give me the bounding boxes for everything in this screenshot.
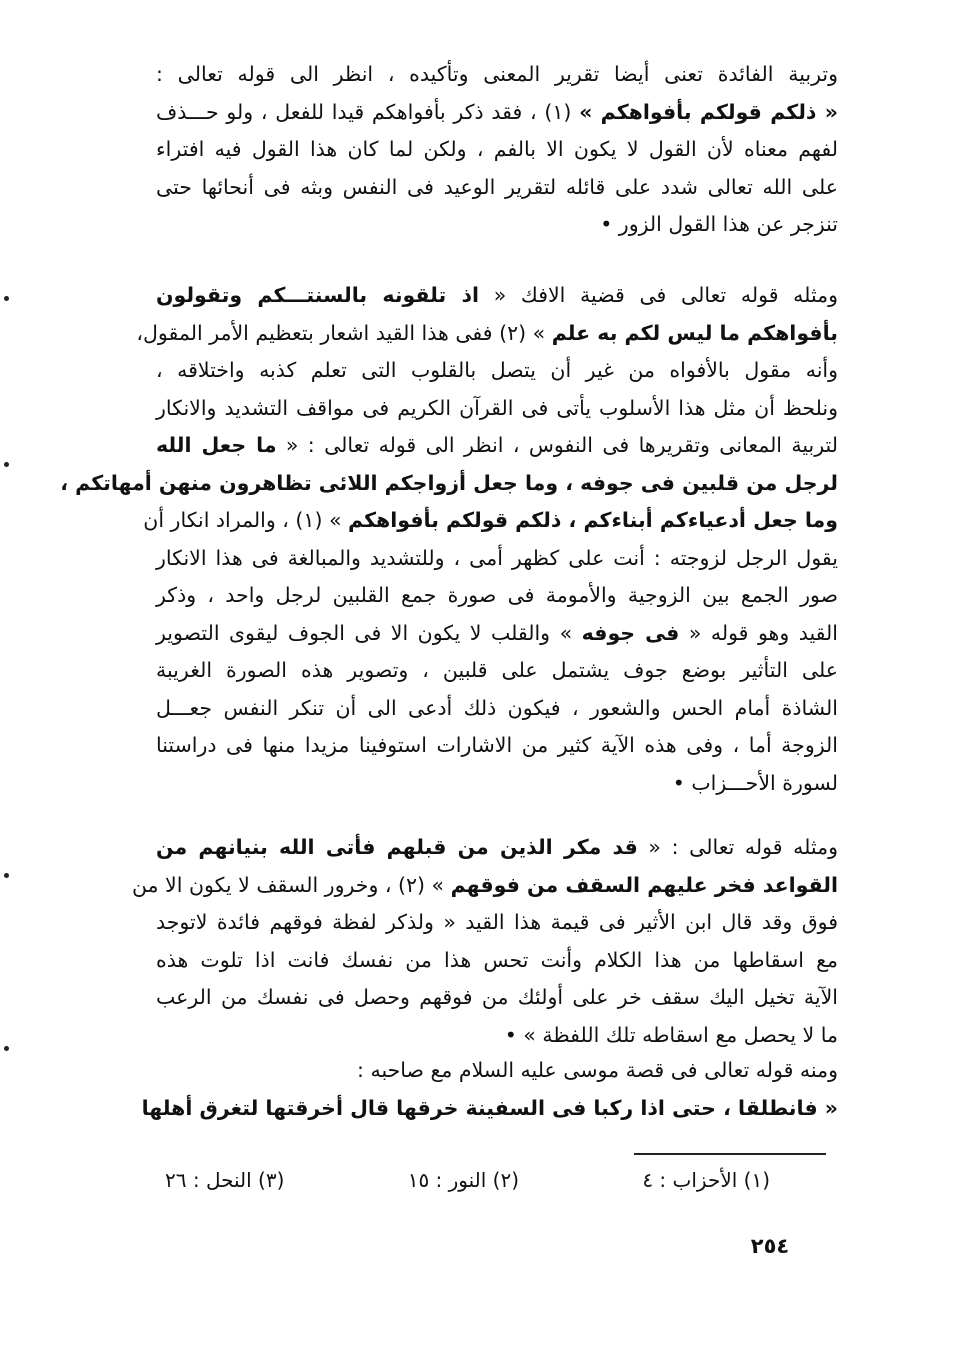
quran-quote: ما جعل الله <box>156 433 277 457</box>
text-line: على التأثير بوضع جوف يشتمل على قلبين ، وتصوير هذه الصورة الغريبة <box>156 658 838 682</box>
text-line: لتربية المعانى وتقريرها فى النفوس ، انظر الى قوله تعالى : « ما جعل الله <box>156 433 838 457</box>
text-line: ما لا يحصل مع اسقاطه تلك اللفظة » • <box>504 1022 838 1047</box>
text-line: ونلحظ أن مثل هذا الأسلوب يأتى فى القرآن الكريم فى مواقف التشديد والانكار <box>156 395 838 420</box>
margin-dot <box>4 296 9 301</box>
text-line: ومثله قوله تعالى فى قضية الافك « اذ تلقونه بالسنتـــكم وتقولون <box>156 283 839 307</box>
margin-dot <box>4 462 9 467</box>
text-line: صور الجمع بين الزوجية والأمومة فى صورة جمع القلبين لرجل واحد ، وذكر <box>156 583 838 607</box>
footnote-2: (٢) النور : ١٥ <box>407 1168 520 1192</box>
paragraph-3 <box>131 829 838 1054</box>
text-line: لسورة الأحـــزاب • <box>672 770 838 795</box>
footnote-3: (٣) النحل : ٢٦ <box>165 1168 285 1192</box>
text-line: وما جعل أدعياءكم أبناءكم ، ذلكم قولكم بأفواهكم » (١) ، والمراد انكار أن <box>143 508 838 532</box>
quran-quote: « ذلكم قولكم بأفواهكم » <box>579 99 838 124</box>
text-line: وأنه مقول بالأفواه من غير أن يتصل بالقلوب التى تعلم كذبه واختلاقه ، <box>156 358 838 382</box>
footnote-1: (١) الأحزاب : ٤ <box>642 1168 770 1192</box>
text-line <box>60 465 838 503</box>
paragraph-2 <box>60 277 839 802</box>
quran-quote: اذ تلقونه بالسنتـــكم وتقولون <box>156 283 480 307</box>
text-line: ومثله قوله تعالى : « قد مكر الذين من قبلهم فأتى الله بنيانهم من <box>156 835 838 859</box>
text-line: مع اسقاطها من هذا الكلام وأنت تحس هذا من نفسك فانت اذا تلوت هذه <box>156 947 838 972</box>
text-line: « ذلكم قولكم بأفواهكم » (١) ، فقد ذكر بأفواهكم قيدا للفعل ، ولو حـــذف <box>156 99 838 124</box>
text-line: الزوجة أما ، وفى هذه الآية كثير من الاشارات استوفينا مزيدا منها فى دراستنا <box>156 733 838 757</box>
text-line: الشاذة أمام الحس والشعور ، فيكون ذلك أدعى الى أن تنكر النفس جعـــل <box>156 695 838 720</box>
quran-quote: القواعد فخر عليهم السقف من فوقهم <box>450 872 838 897</box>
margin-dot <box>4 1046 9 1051</box>
paragraph-5 <box>141 1090 838 1128</box>
paragraph-1 <box>156 56 838 244</box>
quran-quote: بأفواهكم ما ليس لكم به علم <box>551 320 838 345</box>
footnotes <box>165 1163 770 1197</box>
text-line <box>141 1090 838 1128</box>
quran-quote: لرجل من قلبين فى جوفه ، وما جعل أزواجكم اللائى تظاهرون منهن أمهاتكم ، <box>60 470 838 495</box>
text-line: القيد وهو قوله « فى جوفه » والقلب لا يكون الا فى الجوف ليقوى التصوير <box>156 620 838 645</box>
text-line: ومنه قوله تعالى فى قصة موسى عليه السلام مع صاحبه : <box>357 1058 838 1082</box>
text-line: لفهم معناه لأن القول لا يكون الا بالفم ، ولكن لما كان هذا القول فيه افتراء <box>156 137 838 161</box>
text-line: وتربية الفائدة تعنى أيضا تقرير المعنى وتأكيده ، انظر الى قوله تعالى : <box>156 62 838 86</box>
quran-quote: « فانطلقا ، حتى اذا ركبا فى السفينة خرقها قال أخرقتها لتغرق أهلها <box>141 1096 838 1120</box>
text-line: تنزجر عن هذا القول الزور • <box>600 212 838 236</box>
text-line: يقول الرجل لزوجته : أنت على كظهر أمى ، وللتشديد والمبالغة فى هذا الانكار <box>156 545 838 570</box>
footnote-divider <box>634 1153 826 1155</box>
paragraph-4 <box>156 1052 838 1090</box>
text-line: فوق وقد قال ابن الأثير فى قيمة هذا القيد « ولذكر لفظة فوقهم فائدة لاتوجد <box>156 910 838 934</box>
quran-quote: قد مكر الذين من قبلهم فأتى الله بنيانهم من <box>156 835 638 859</box>
text-line: بأفواهكم ما ليس لكم به علم » (٢) ففى هذا القيد اشعار بتعظيم الأمر المقول، <box>136 320 838 345</box>
page-number: ٢٥٤ <box>750 1234 790 1258</box>
text-line: الآية تخيل اليك سقف خر على أولئك من فوقهم وحصل فى نفسك من الرعب <box>156 985 838 1009</box>
margin-dot <box>4 873 9 878</box>
text-line: القواعد فخر عليهم السقف من فوقهم » (٢) ، وخرور السقف لا يكون الا من <box>131 872 838 897</box>
text-line: على الله تعالى شدد على قائله لتقرير الوعيد فى النفس وبثه فى أنحائها حتى <box>156 174 838 199</box>
quran-quote: وما جعل أدعياءكم أبناءكم ، ذلكم قولكم بأفواهكم <box>348 508 838 532</box>
quran-quote: فى جوفه <box>581 620 680 645</box>
